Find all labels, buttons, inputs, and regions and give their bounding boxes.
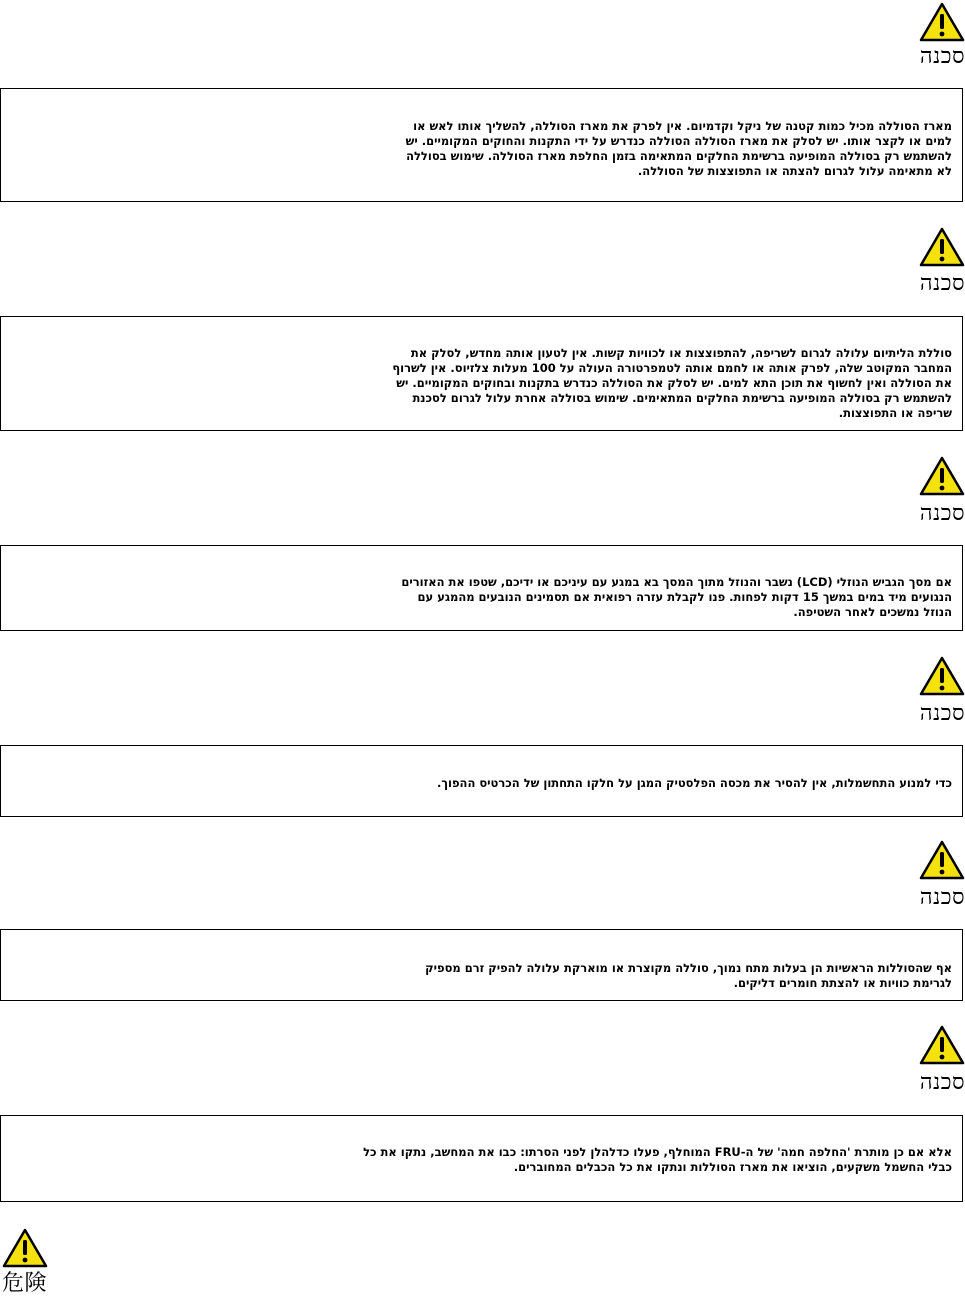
warning-triangle-icon: [919, 456, 965, 496]
danger-label: סכנה: [919, 885, 965, 910]
danger-label: סכנה: [919, 501, 965, 526]
warning-box: [0, 745, 963, 817]
danger-label: סכנה: [919, 44, 965, 69]
warning-box: [0, 1115, 963, 1202]
warning-text: אם מסך הגביש הנוזלי (LCD) נשבר והנוזל מתוך המסך בא במגע עם עיניכם או ידיכם, שטפו את האזורים הנגועים מיד במים במשך 15 דקות לפחות. פנו לקבלת עזרה רפואית אם תסמינים הנובעים מהמגע עם הנוזל נמשכים לאחר השטיפה.: [401, 575, 952, 619]
warning-text: אלא אם כן מותרת 'החלפה חמה' של ה-FRU המוחלף, פעלו כדלהלן לפני הסרתו: כבו את המחשב, נתקו את כל כבלי החשמל משקעים, הוציאו את מארז הסוללות ונתקו את כל הכבלים המחוברים.: [363, 1145, 952, 1174]
warning-triangle-icon: [919, 227, 965, 267]
warning-triangle-icon: [919, 2, 965, 42]
warning-text: סוללת הליתיום עלולה לגרום לשריפה, להתפוצצות או לכוויות קשות. אין לטעון אותה מחדש, לסלק את המחבר המקוטב שלה, לפרק אותה או לחמם אותה לטמפרטורה העולה על 100 מעלות צלזיוס. אין לשרוף את הסוללה ואין לחשוף את תוכן התא למים. יש לסלק את הסוללה כנדרש בתקנות ובחוקים המקומיים. יש להשתמש רק בסוללה המופיעה ברשימת החלקים המתאימים. שימוש בסוללה אחרת עלול לגרום לסכנת שריפה או התפוצצות.: [392, 346, 952, 420]
warning-box: [0, 316, 963, 431]
danger-label: סכנה: [919, 1070, 965, 1095]
warning-text: כדי למנוע התחשמלות, אין להסיר את מכסה הפלסטיק המגן על חלקו התחתון של הכרטיס ההפוך.: [437, 776, 952, 790]
warning-text: מארז הסוללה מכיל כמות קטנה של ניקל וקדמיום. אין לפרק את מארז הסוללה, להשליך אותו לאש או למים או לקצר אותו. יש לסלק את מארז הסוללה הסוללה כנדרש על ידי התקנות והחוקים המקומיים. יש להשתמש רק בסוללה המופיעה ברשימת החלקים המתאימה בזמן החלפת מארז הסוללה. שימוש בסוללה לא מתאימה עלול לגרום להצתה או התפוצצות של הסוללה.: [405, 119, 952, 178]
warning-box: [0, 88, 963, 202]
warning-triangle-icon: [2, 1228, 48, 1268]
warning-triangle-icon: [919, 1025, 965, 1065]
danger-label: סכנה: [919, 271, 965, 296]
danger-label-japanese: 危険: [2, 1271, 48, 1296]
warning-text: אף שהסוללות הראשיות הן בעלות מתח נמוך, סוללה מקוצרת או מוארקת עלולה להפיק זרם מספיק לגרימת כוויות או להצתת חומרים דליקים.: [425, 961, 952, 990]
warning-box: [0, 929, 963, 1001]
warning-triangle-icon: [919, 840, 965, 880]
warning-triangle-icon: [919, 656, 965, 696]
danger-label: סכנה: [919, 701, 965, 726]
warning-box: [0, 545, 963, 631]
